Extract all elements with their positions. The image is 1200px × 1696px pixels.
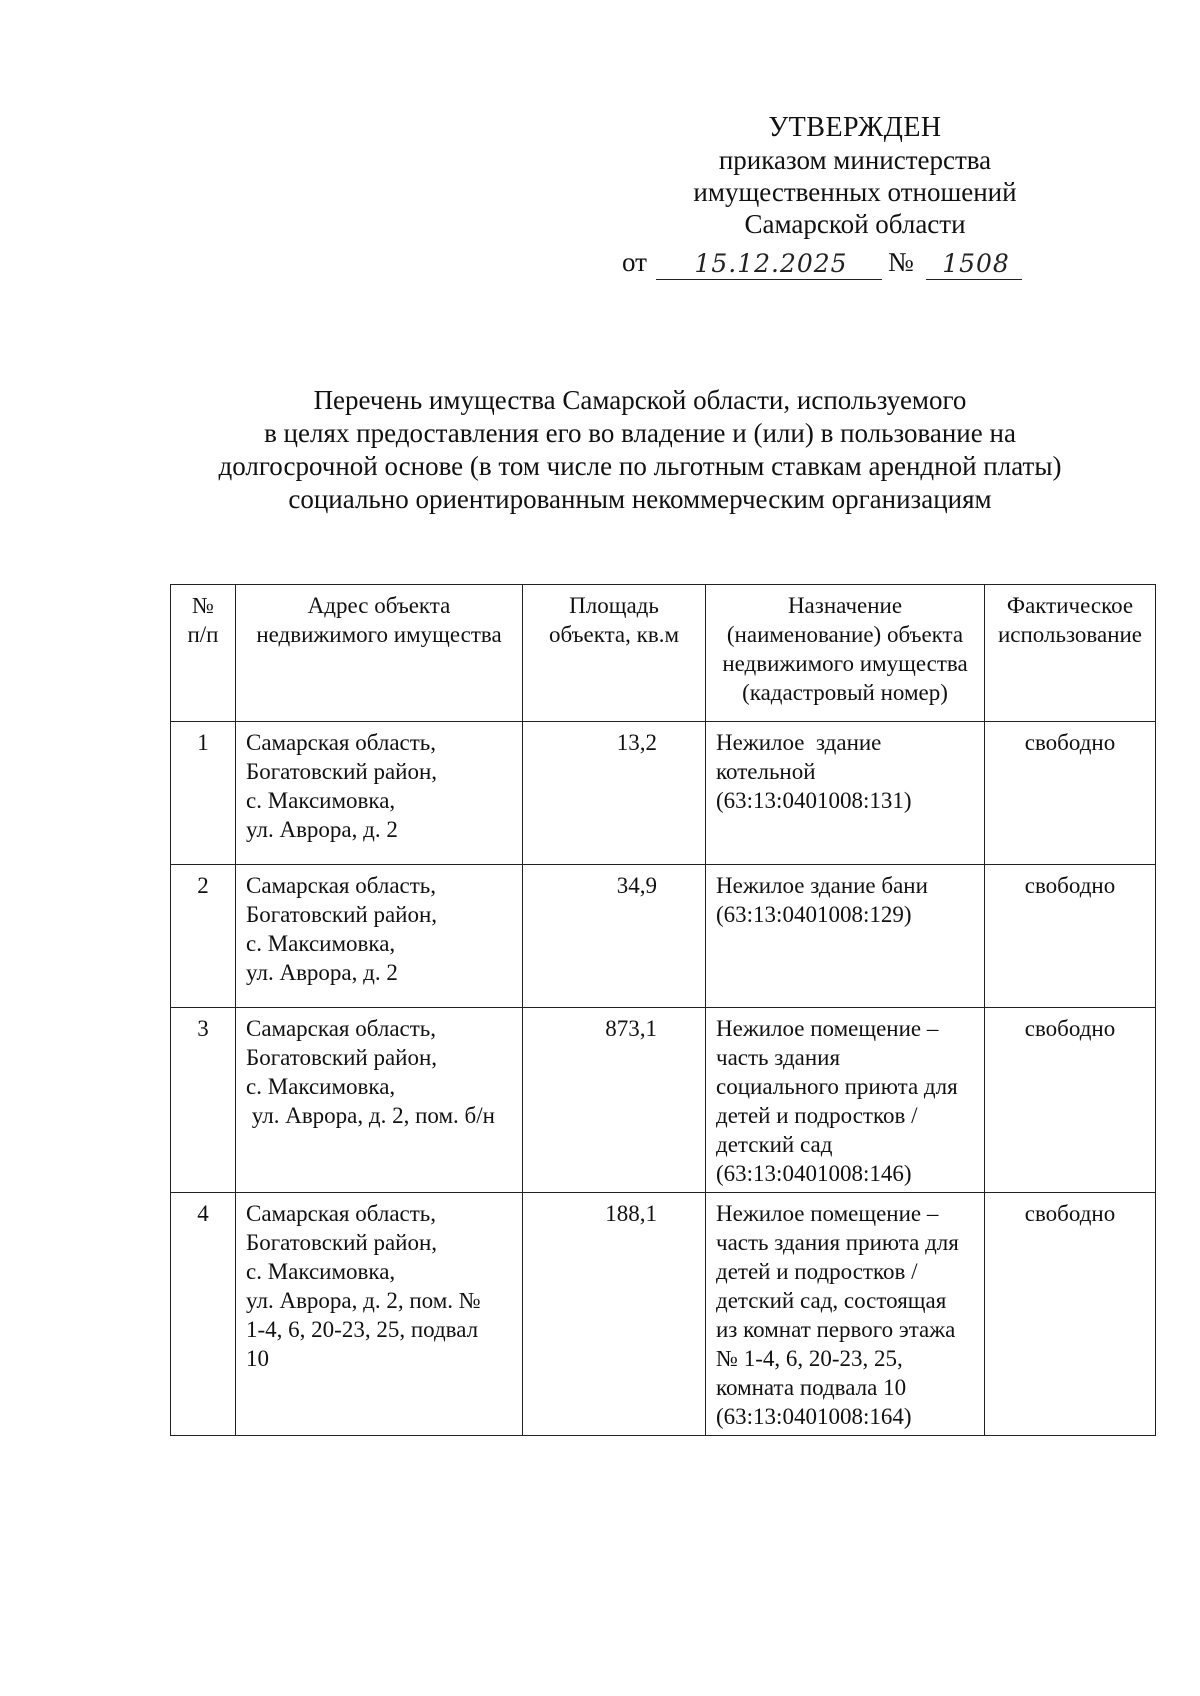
row-area: 34,9 — [523, 865, 706, 1008]
table-row — [171, 722, 1156, 865]
header-num: № п/п — [171, 585, 236, 722]
order-details — [620, 244, 1090, 284]
row-num: 1 — [171, 722, 236, 865]
row-usage: свободно — [985, 722, 1156, 865]
row-purpose: Нежилое помещение – часть здания приюта для детей и подростков / детский сад, состоящая из комнат первого этажа № 1-4, 6, 20-23, 25, комната подвала 10 (63:13:0401008:164) — [706, 1193, 985, 1436]
approval-line: Самарской области — [744, 209, 966, 239]
row-area: 188,1 — [523, 1193, 706, 1436]
row-usage: свободно — [985, 865, 1156, 1008]
row-address: Самарская область, Богатовский район, с. Максимовка, ул. Аврора, д. 2 — [236, 722, 523, 865]
heading-line: долгосрочной основе (в том числе по льготным ставкам арендной платы) — [218, 451, 1062, 481]
row-area: 873,1 — [523, 1008, 706, 1193]
table-row — [171, 865, 1156, 1008]
date-label: от — [622, 247, 647, 277]
row-address: Самарская область, Богатовский район, с. Максимовка, ул. Аврора, д. 2, пом. б/н — [236, 1008, 523, 1193]
header-address: Адрес объекта недвижимого имущества — [236, 585, 523, 722]
approval-line: имущественных отношений — [693, 177, 1017, 207]
document-heading — [160, 384, 1120, 516]
approval-line: приказом министерства — [718, 145, 992, 175]
row-num: 2 — [171, 865, 236, 1008]
heading-line: Перечень имущества Самарской области, используемого — [313, 385, 967, 415]
header-usage: Фактическое использование — [985, 585, 1156, 722]
row-purpose: Нежилое здание бани (63:13:0401008:129) — [706, 865, 985, 1008]
order-number: 1508 — [926, 249, 1022, 280]
table-row — [171, 1193, 1156, 1436]
row-num: 3 — [171, 1008, 236, 1193]
row-usage: свободно — [985, 1008, 1156, 1193]
number-label: № — [888, 247, 914, 277]
row-address: Самарская область, Богатовский район, с. Максимовка, ул. Аврора, д. 2 — [236, 865, 523, 1008]
row-purpose: Нежилое помещение – часть здания социального приюта для детей и подростков / детский сад (63:13:0401008:146) — [706, 1008, 985, 1193]
row-area: 13,2 — [523, 722, 706, 865]
heading-line: социально ориентированным некоммерческим организациям — [288, 484, 992, 514]
property-table — [170, 584, 1156, 1436]
header-area: Площадь объекта, кв.м — [523, 585, 706, 722]
row-num: 4 — [171, 1193, 236, 1436]
row-address: Самарская область, Богатовский район, с. Максимовка, ул. Аврора, д. 2, пом. № 1-4, 6, 20-23, 25, подвал 10 — [236, 1193, 523, 1436]
order-date: 15.12.2025 — [656, 249, 882, 280]
approval-stamp — [620, 112, 1090, 284]
row-usage: свободно — [985, 1193, 1156, 1436]
row-purpose: Нежилое здание котельной (63:13:0401008:131) — [706, 722, 985, 865]
header-purpose: Назначение (наименование) объекта недвижимого имущества (кадастровый номер) — [706, 585, 985, 722]
heading-line: в целях предоставления его во владение и (или) в пользование на — [264, 418, 1016, 448]
table-header-row — [171, 585, 1156, 722]
approval-title: УТВЕРЖДЕН — [768, 112, 942, 143]
table-row — [171, 1008, 1156, 1193]
